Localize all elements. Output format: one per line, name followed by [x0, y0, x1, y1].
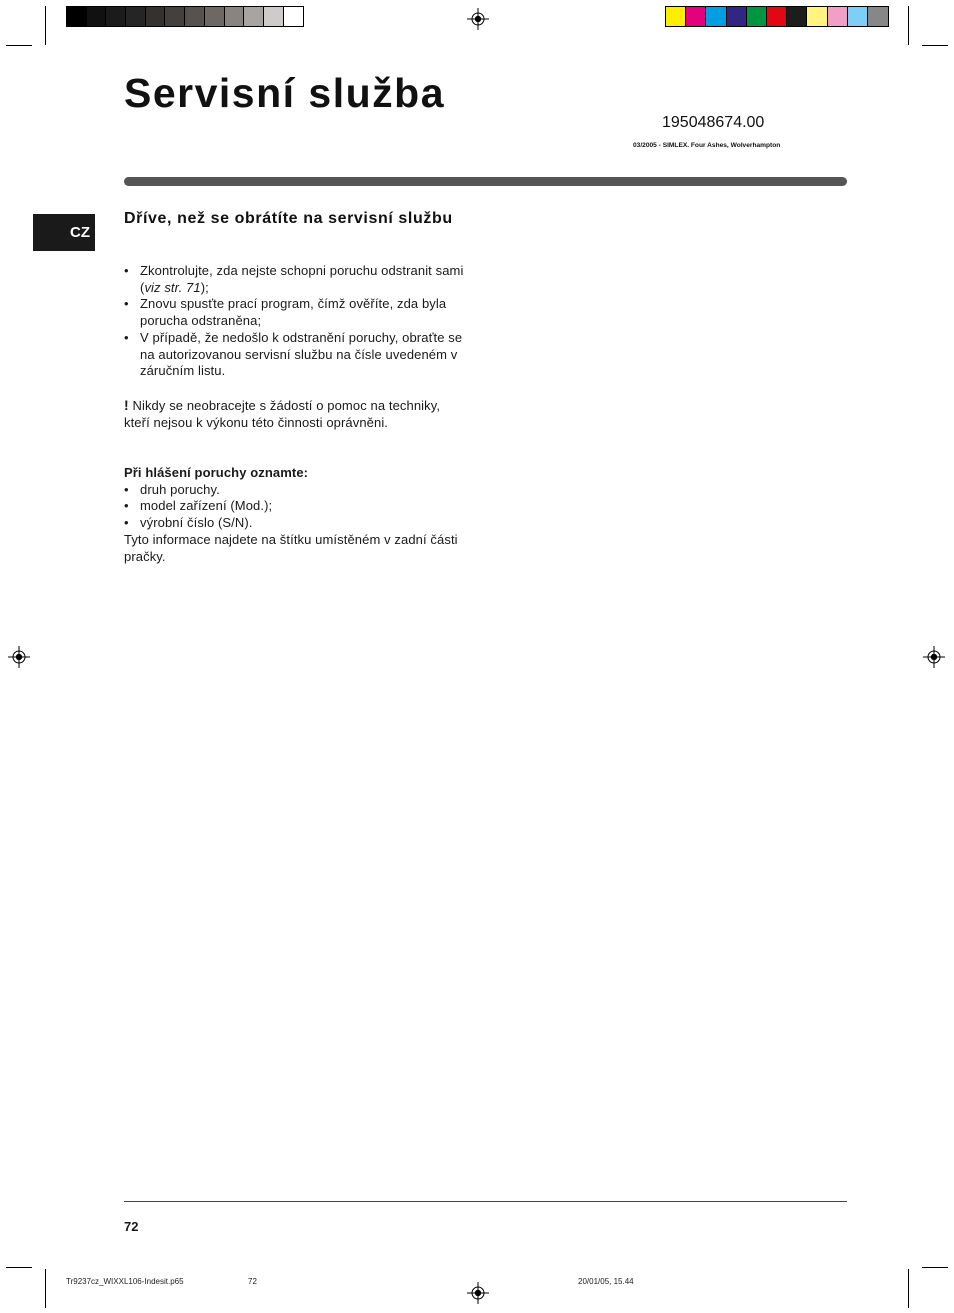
- gray-patch: [146, 7, 166, 26]
- warning-text: Nikdy se neobracejte s žádostí o pomoc na techniky, kteří nejsou k výkonu této činnosti oprávněni.: [124, 398, 441, 430]
- header-divider: [124, 177, 847, 186]
- color-patch: [747, 7, 767, 26]
- color-patch: [727, 7, 747, 26]
- color-calibration-bar: [665, 6, 889, 27]
- gray-patch: [284, 7, 304, 26]
- gray-patch: [225, 7, 245, 26]
- gray-patch: [244, 7, 264, 26]
- page-title: Servisní služba: [124, 70, 446, 116]
- color-patch: [686, 7, 706, 26]
- crop-mark: [45, 1269, 46, 1308]
- gray-patch: [165, 7, 185, 26]
- document-number: 195048674.00: [662, 114, 765, 131]
- list-item: • model zařízení (Mod.);: [124, 498, 469, 515]
- color-patch: [787, 7, 807, 26]
- gray-patch: [126, 7, 146, 26]
- page-reference: viz str. 71: [144, 279, 201, 295]
- registration-mark-icon: [923, 646, 945, 668]
- slug-date: 20/01/05, 15.44: [578, 1277, 634, 1286]
- gray-patch: [106, 7, 126, 26]
- registration-mark-icon: [467, 8, 489, 30]
- list-item: • druh poruchy.: [124, 482, 469, 499]
- crop-mark: [6, 45, 32, 46]
- registration-mark-icon: [8, 646, 30, 668]
- crop-mark: [6, 1267, 32, 1268]
- warning-icon: !: [124, 397, 129, 413]
- warning-note: [124, 397, 469, 431]
- gray-patch: [67, 7, 87, 26]
- color-patch: [828, 7, 848, 26]
- color-patch: [767, 7, 787, 26]
- grayscale-calibration-bar: [66, 6, 304, 27]
- color-patch: [706, 7, 726, 26]
- crop-mark: [908, 1269, 909, 1308]
- page-number: 72: [124, 1219, 139, 1234]
- footer-divider: [124, 1201, 847, 1202]
- crop-mark: [908, 6, 909, 45]
- crop-mark: [922, 45, 948, 46]
- language-tab: CZ: [33, 214, 95, 251]
- color-patch: [848, 7, 868, 26]
- report-list: [124, 482, 469, 532]
- color-patch: [868, 7, 888, 26]
- gray-patch: [205, 7, 225, 26]
- section-heading: Dříve, než se obrátíte na servisní službu: [124, 210, 453, 227]
- report-heading: Při hlášení poruchy oznamte:: [124, 465, 309, 480]
- report-note: Tyto informace najdete na štítku umístěném v zadní části pračky.: [124, 531, 458, 564]
- report-block: [124, 465, 469, 565]
- color-patch: [666, 7, 686, 26]
- list-item: • Znovu spusťte prací program, čímž ověříte, zda byla porucha odstraněna;: [124, 296, 469, 329]
- gray-patch: [264, 7, 284, 26]
- check-list: [124, 263, 469, 380]
- crop-mark: [45, 6, 46, 45]
- gray-patch: [87, 7, 107, 26]
- printer-imprint: 03/2005 - SIMLEX. Four Ashes, Wolverhampton: [633, 142, 781, 149]
- registration-mark-icon: [467, 1282, 489, 1304]
- color-patch: [807, 7, 827, 26]
- list-item: • V případě, že nedošlo k odstranění poruchy, obraťte se na autorizovanou servisní službu na čísle uvedeném v záručním listu.: [124, 330, 469, 380]
- gray-patch: [185, 7, 205, 26]
- slug-filename: Tr9237cz_WIXXL106-Indesit.p65: [66, 1277, 184, 1286]
- list-item: • výrobní číslo (S/N).: [124, 515, 469, 532]
- slug-page: 72: [248, 1277, 257, 1286]
- list-item: • Zkontrolujte, zda nejste schopni poruchu odstranit sami (viz str. 71);: [124, 263, 469, 296]
- crop-mark: [922, 1267, 948, 1268]
